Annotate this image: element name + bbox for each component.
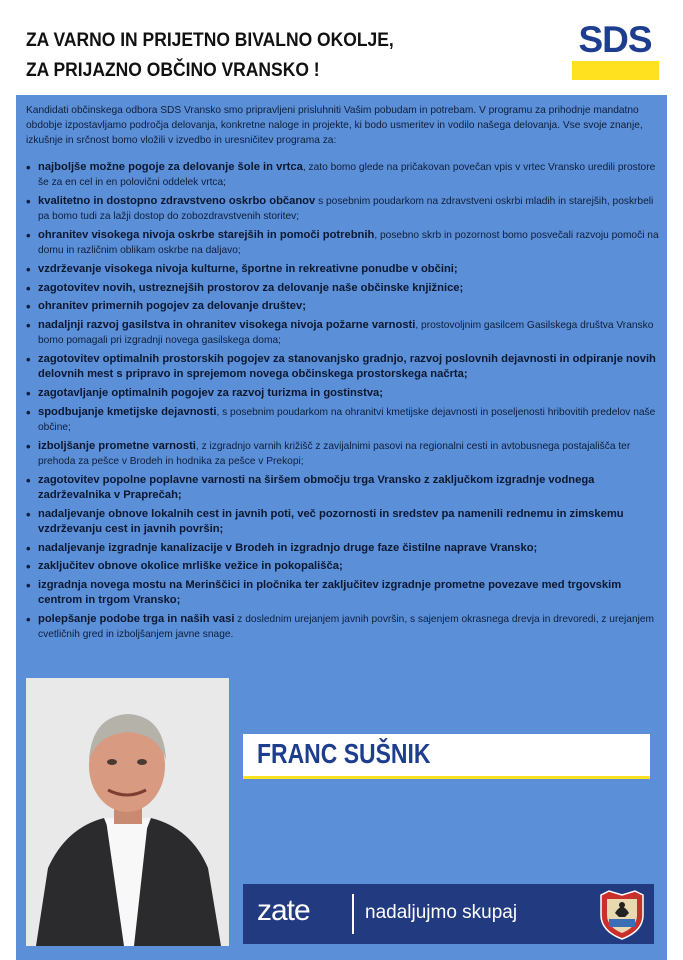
program-item-title: ohranitev visokega nivoja oskrbe starejših in pomoči potrebnih [38, 228, 375, 241]
slogan-banner [243, 884, 654, 944]
intro-text: Kandidati občinskega odbora SDS Vransko smo pripravljeni prisluhniti Vašim pobudam in potrebam. V programu za prihodnje mandatno obdobje izpostavljamo področja delovanja, konkretne naloge in projekte, ki bodo usmeritev in vodilo našega delovanja. Vse svoje znanje, izkušnje in srčnost bomo vložili v izvedbo in uresničitev programa za: [26, 105, 643, 146]
program-item [26, 439, 660, 470]
program-item-title: spodbujanje kmetijske dejavnosti [38, 405, 217, 418]
program-list [26, 160, 660, 646]
sds-logo-bar [572, 61, 659, 80]
slogan-divider [352, 894, 354, 934]
program-item-detail: z doslednim urejanjem javnih površin, s sajenjem okrasnega drevja in drevoredi, z urejanjem cvetličnih gred in izboljšanjem javne snage. [38, 613, 655, 641]
program-item [26, 386, 660, 401]
headline [26, 26, 504, 86]
vransko-crest-icon [595, 887, 649, 941]
program-item [26, 299, 660, 314]
program-item-title: zagotavljanje optimalnih pogojev za razvoj turizma in gostinstva; [38, 386, 384, 399]
program-item [26, 194, 660, 225]
program-item-detail: , s posebnim poudarkom na ohranitvi kmetijske dejavnosti in poseljenosti hribovitih predelov naše občine; [38, 406, 656, 433]
program-item [26, 541, 660, 556]
program-item-title: zagotovitev novih, ustreznejših prostorov za delovanje naše občinske knjižnice; [38, 281, 464, 294]
program-item [26, 352, 660, 383]
program-item [26, 262, 660, 277]
program-item-title: polepšanje podobe trga in naših vasi [38, 612, 235, 625]
program-item [26, 559, 660, 574]
program-item-title: zagotovitev popolne poplavne varnosti na širšem območju trga Vransko z zaključkom izgradnje vodnega zadrževalnika v Praprečah; [38, 473, 595, 501]
candidate-name-band [243, 734, 650, 779]
program-item-detail: s posebnim poudarkom na zdravstveni oskrbi mladih in starejših, poskrbeli pa bomo tudi za lažji dostop do zobozdravstvenih storitev; [38, 195, 654, 223]
program-item-title: vzdrževanje visokega nivoja kulturne, športne in rekreativne ponudbe v občini; [38, 262, 458, 275]
headline-line-2: ZA PRIJAZNO OBČINO VRANSKO ! [26, 60, 320, 81]
program-item-title: kvalitetno in dostopno zdravstveno oskrbo občanov [38, 194, 316, 207]
program-item-title: izgradnja novega mostu na Merinščici in pločnika ter zaključitev izgradnje prometne povezave med trgovskim centrom in trgom Vransko; [38, 578, 622, 607]
program-item-detail: , posebno skrb in pozornost bomo posvečali razvoju pomoči na domu in različnim oblikam oskrbe na daljavo; [38, 229, 659, 257]
slogan-text: nadaljujmo skupaj [365, 902, 518, 923]
program-item [26, 473, 660, 504]
program-item-title: nadaljevanje izgradnje kanalizacije v Brodeh in izgradnjo druge faze čistilne naprave Vransko; [38, 541, 538, 554]
program-item-title: najboljše možne pogoje za delovanje šole in vrtca [38, 161, 303, 173]
program-item-title: ohranitev primernih pogojev za delovanje društev; [38, 300, 306, 313]
program-item [26, 612, 660, 643]
program-item [26, 281, 660, 296]
program-item [26, 318, 660, 349]
program-item-detail: , prostovoljnim gasilcem Gasilskega društva Vransko bomo pomagali pri izgradnji novega gasilskega doma; [38, 320, 654, 347]
program-item [26, 507, 660, 538]
program-item-title: nadaljnji razvoj gasilstva in ohranitev visokega nivoja požarne varnosti [38, 319, 416, 332]
candidate-photo [26, 678, 229, 946]
program-item-title: nadaljevanje obnove lokalnih cest in javnih poti, več pozornosti in sredstev pa namenili rednemu in zimskemu vzdrževanju cest in javnih površin; [38, 507, 624, 535]
program-item [26, 578, 660, 609]
program-item-title: zaključitev obnove okolice mrliške vežice in pokopališča; [38, 560, 343, 573]
sds-logo [569, 20, 661, 82]
headline-line-1: ZA VARNO IN PRIJETNO BIVALNO OKOLJE, [26, 30, 394, 51]
candidate-portrait-icon [26, 678, 229, 946]
program-item-detail: , zato bomo glede na pričakovan povečan vpis v vrtec Vransko uredili prostore še za en cel in en polovični oddelek vrtca; [38, 162, 656, 189]
candidate-name: FRANC SUŠNIK [257, 738, 431, 769]
program-item [26, 228, 660, 259]
program-item [26, 405, 660, 436]
sds-logo-text: SDS [578, 19, 652, 60]
program-item-title: izboljšanje prometne varnosti [38, 439, 196, 452]
program-item [26, 160, 660, 191]
program-item-title: zagotovitev optimalnih prostorskih pogojev za stanovanjsko gradnjo, razvoj poslovnih dejavnosti in odpiranje novih delovnih mest s pripravo in sprejemom novega občinskega prostorskega načrta; [38, 353, 656, 381]
program-item-detail: , z izgradnjo varnih križišč z zavijalnimi pasovi na regionalni cesti in avtobusnega postajališča ter prehoda za pešce v Brodeh in hodnika za pešce v Prekopi; [38, 440, 631, 467]
slogan-brand: zate [257, 894, 310, 927]
